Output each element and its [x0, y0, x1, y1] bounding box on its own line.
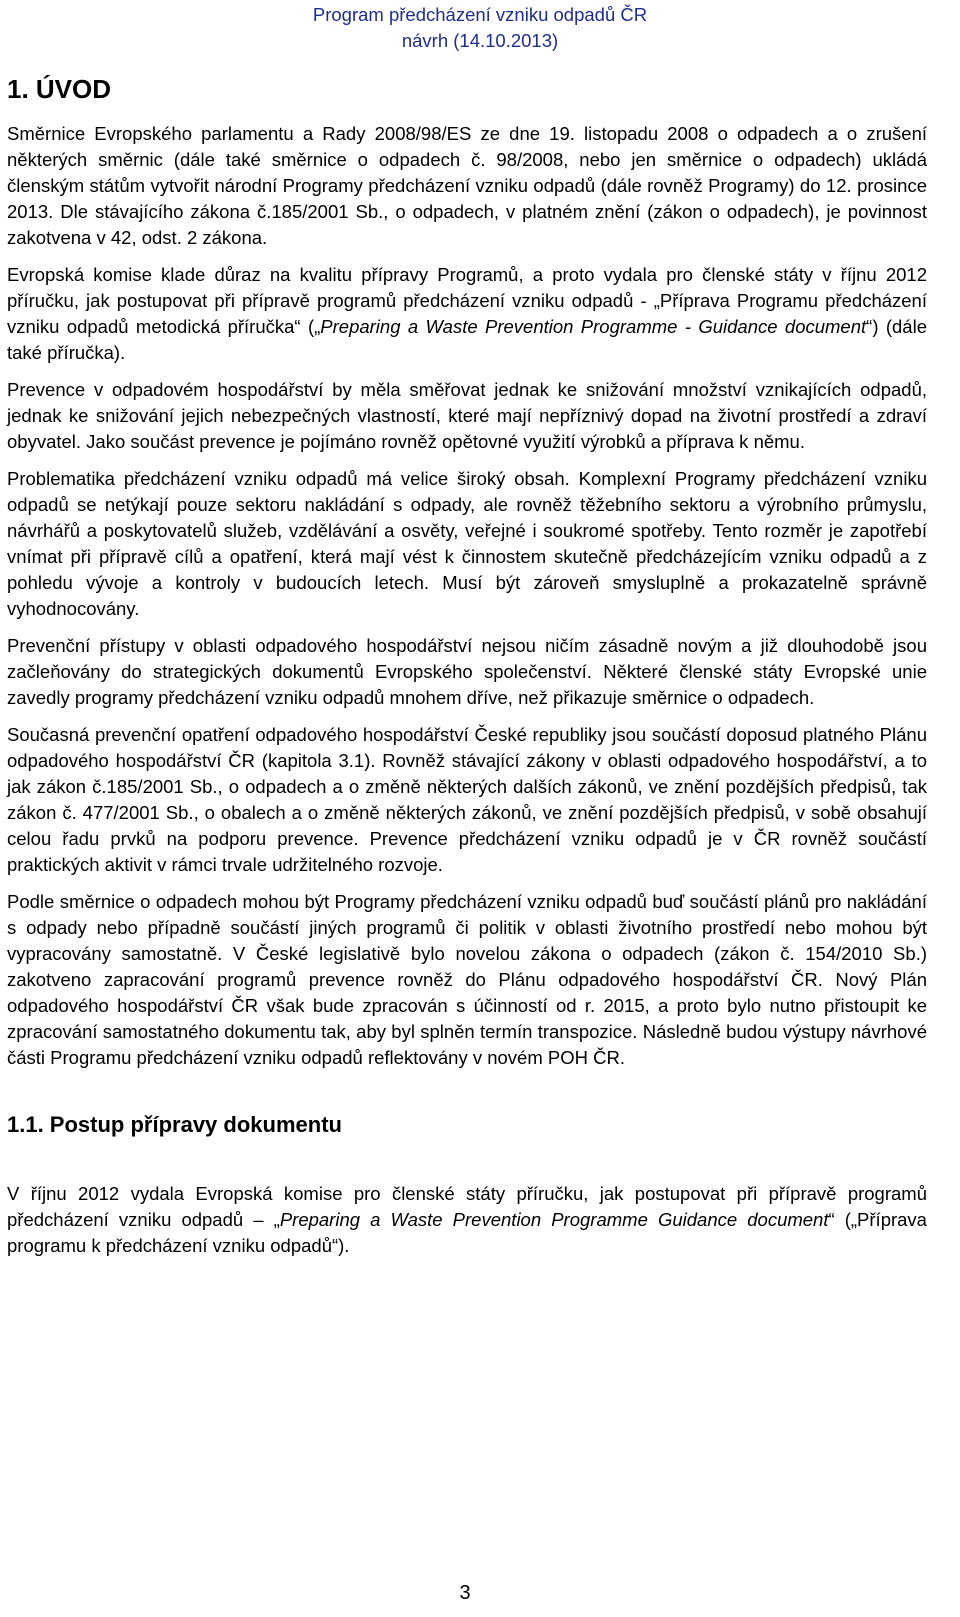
- paragraph-8: [7, 1181, 927, 1259]
- paragraph-8-text-b: “ („Příprava programu k předcházení vzniku odpadů“).: [7, 1209, 927, 1256]
- paragraph-8-italic: Preparing a Waste Prevention Programme Guidance document: [279, 1209, 829, 1230]
- section-heading-uvod: 1. ÚVOD: [7, 74, 112, 104]
- paragraph-6: Současná prevenční opatření odpadového hospodářství České republiky jsou součástí doposud platného Plánu odpadového hospodářství ČR (kapitola 3.1). Rovněž stávající zákony v oblasti odpadového hospodářství, a to jak zákon č.185/2001 Sb., o odpadech a o změně některých dalších zákonů, ve znění pozdějších předpisů, tak zákon č. 477/2001 Sb., o obalech a o změně některých zákonů, ve znění pozdějších předpisů, v sobě obsahují celou řadu prvků na podporu prevence. Prevence předcházení vzniku odpadů je v ČR rovněž součástí praktických aktivit v rámci trvale udržitelného rozvoje.: [7, 724, 927, 875]
- paragraph-4: Problematika předcházení vzniku odpadů má velice široký obsah. Komplexní Programy předcházení vzniku odpadů se netýkají pouze sektoru nakládání s odpady, ale rovněž těžebního sektoru a výrobního průmyslu, návrhářů a poskytovatelů služeb, vzdělávání a osvěty, veřejné i soukromé spotřeby. Tento rozměr je zapotřebí vnímat při přípravě cílů a opatření, která mají vést k činnostem skutečně předcházejícím vzniku odpadů a z pohledu vývoje a kontroly v budoucích letech. Musí být zároveň smysluplně a prokazatelně správně vyhodnocovány.: [7, 468, 927, 619]
- paragraph-8-text-a: V říjnu 2012 vydala Evropská komise pro členské státy příručku, jak postupovat při přípravě programů předcházení vzniku odpadů – „: [7, 1183, 927, 1230]
- header-title: Program předcházení vzniku odpadů ČR: [312, 4, 648, 25]
- running-header: [240, 2, 720, 54]
- header-date: návrh (14.10.2013): [401, 30, 559, 51]
- paragraph-2-italic: Preparing a Waste Prevention Programme - Guidance document: [320, 316, 867, 337]
- paragraph-2-text-b: “) (dále také příručka).: [7, 316, 927, 363]
- paragraph-5: Prevenční přístupy v oblasti odpadového hospodářství nejsou ničím zásadně novým a již dlouhodobě jsou začleňovány do strategických dokumentů Evropského společenství. Některé členské státy Evropské unie zavedly programy předcházení vzniku odpadů mnohem dříve, než přikazuje směrnice o odpadech.: [7, 635, 927, 708]
- paragraph-1: Směrnice Evropského parlamentu a Rady 2008/98/ES ze dne 19. listopadu 2008 o odpadech a o zrušení některých směrnic (dále také směrnice o odpadech č. 98/2008, nebo jen směrnice o odpadech) ukládá členským státům vytvořit národní Programy předcházení vzniku odpadů (dále rovněž Programy) do 12. prosince 2013. Dle stávajícího zákona č.185/2001 Sb., o odpadech, v platném znění (zákon o odpadech), je povinnost zakotvena v 42, odst. 2 zákona.: [7, 123, 927, 248]
- paragraph-7: Podle směrnice o odpadech mohou být Programy předcházení vzniku odpadů buď součástí plánů pro nakládání s odpady nebo případně součástí jiných programů či politik v oblasti životního prostředí nebo mohou být vypracovány samostatně. V České legislativě bylo novelou zákona o odpadech (zákon č. 154/2010 Sb.) zakotveno zapracování programů prevence rovněž do Plánu odpadového hospodářství ČR. Nový Plán odpadového hospodářství ČR však bude zpracován s účinností od r. 2015, a proto bylo nutno přistoupit ke zpracování samostatného dokumentu tak, aby byl splněn termín transpozice. Následně budou výstupy návrhové části Programu předcházení vzniku odpadů reflektovány v novém POH ČR.: [7, 891, 927, 1068]
- section-heading-postup: 1.1. Postup přípravy dokumentu: [7, 1112, 342, 1137]
- paragraph-2-text-a: Evropská komise klade důraz na kvalitu přípravy Programů, a proto vydala pro členské státy v říjnu 2012 příručku, jak postupovat při přípravě programů předcházení vzniku odpadů - „Příprava Programu předcházení vzniku odpadů metodická příručka“ („: [7, 264, 927, 337]
- paragraph-2: [7, 262, 927, 366]
- document-body: [7, 121, 927, 1270]
- paragraph-3: Prevence v odpadovém hospodářství by měla směřovat jednak ke snižování množství vznikajících odpadů, jednak ke snižování jejich nebezpečných vlastností, které mají nepříznivý dopad na životní prostředí a zdraví obyvatel. Jako součást prevence je pojímáno rovněž opětovné využití výrobků a příprava k němu.: [7, 379, 927, 452]
- page-number: 3: [459, 1582, 471, 1604]
